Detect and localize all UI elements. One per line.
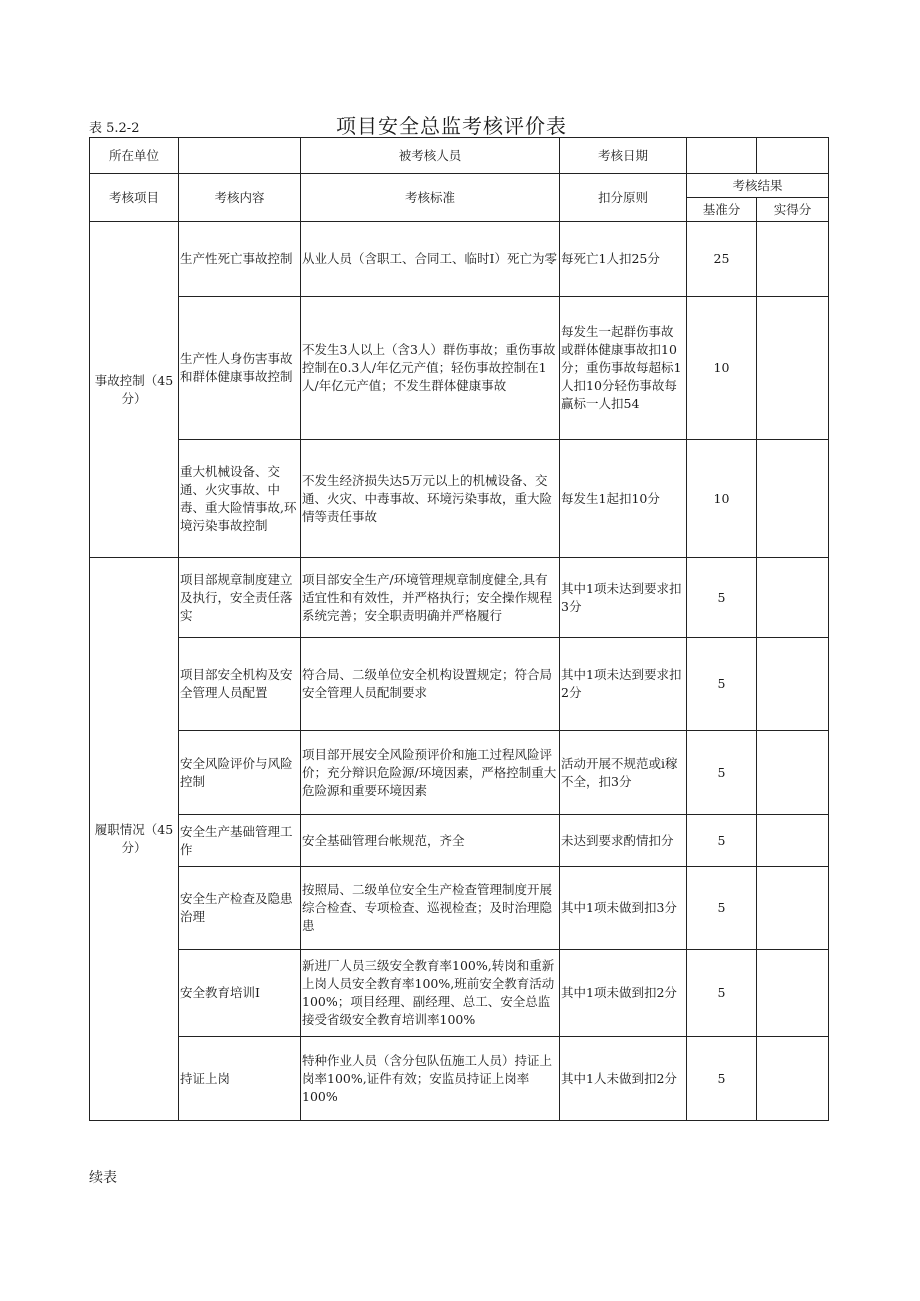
table-row [90, 815, 829, 867]
col-standard-header: 考核标准 [301, 174, 560, 222]
deduction-rule: 每发生1起扣10分 [560, 440, 687, 558]
col-content-header: 考核内容 [179, 174, 301, 222]
deduction-rule: 其中1人未做到扣2分 [560, 1037, 687, 1121]
base-score: 5 [687, 950, 757, 1037]
assessment-content: 项目部规章制度建立及执行，安全责任落实 [179, 558, 301, 638]
actual-score [757, 950, 829, 1037]
base-score: 5 [687, 731, 757, 815]
assessment-item: 履职情况（45分） [90, 558, 179, 1121]
assessment-standard: 安全基础管理台帐规范，齐全 [301, 815, 560, 867]
actual-score [757, 638, 829, 731]
base-score: 5 [687, 558, 757, 638]
assessment-content: 生产性人身伤害事故和群体健康事故控制 [179, 297, 301, 440]
col-rule-header: 扣分原则 [560, 174, 687, 222]
assessment-content: 安全生产检查及隐患治理 [179, 867, 301, 950]
table-row [90, 222, 829, 297]
deduction-rule: 其中1项未达到要求扣2分 [560, 638, 687, 731]
assessment-standard: 特种作业人员（含分包队伍施工人员）持证上岗率100%,证件有效；安监员持证上岗率100% [301, 1037, 560, 1121]
base-score: 10 [687, 297, 757, 440]
assessment-content: 安全教育培训I [179, 950, 301, 1037]
unit-label: 所在单位 [90, 138, 179, 174]
person-label: 被考核人员 [301, 138, 560, 174]
table-row [90, 950, 829, 1037]
base-score: 5 [687, 1037, 757, 1121]
table-row [90, 558, 829, 638]
col-base-header: 基准分 [687, 198, 757, 222]
col-item-header: 考核项目 [90, 174, 179, 222]
deduction-rule: 未达到要求酌情扣分 [560, 815, 687, 867]
table-row [90, 297, 829, 440]
table-row [90, 638, 829, 731]
table-label: 表 5.2-2 [89, 121, 140, 136]
actual-score [757, 222, 829, 297]
assessment-content: 重大机械设备、交通、火灾事故、中毒、重大险情事故,环境污染事故控制 [179, 440, 301, 558]
base-score: 25 [687, 222, 757, 297]
assessment-standard: 项目部开展安全风险预评价和施工过程风险评价；充分辩识危险源/环境因素，严格控制重大危险源和重要环境因素 [301, 731, 560, 815]
table-row [90, 867, 829, 950]
actual-score [757, 558, 829, 638]
col-actual-header: 实得分 [757, 198, 829, 222]
actual-score [757, 1037, 829, 1121]
assessment-standard: 项目部安全生产/环境管理规章制度健全,具有适宜性和有效性，并严格执行；安全操作规程系统完善；安全职责明确并严格履行 [301, 558, 560, 638]
deduction-rule: 其中1项未达到要求扣3分 [560, 558, 687, 638]
assessment-content: 持证上岗 [179, 1037, 301, 1121]
assessment-standard: 不发生经济损失达5万元以上的机械设备、交通、火灾、中毒事故、环境污染事故，重大险情等责任事故 [301, 440, 560, 558]
date-label: 考核日期 [560, 138, 687, 174]
actual-score [757, 297, 829, 440]
header-row-2 [90, 174, 829, 198]
assessment-standard: 新进厂人员三级安全教育率100%,转岗和重新上岗人员安全教育率100%,班前安全教育活动100%；项目经理、副经理、总工、安全总监接受省级安全教育培训率100% [301, 950, 560, 1037]
deduction-rule: 每发生一起群伤事故或群体健康事故扣10分；重伤事故每超标1人扣10分轻伤事故每赢标一人扣54 [560, 297, 687, 440]
actual-score [757, 815, 829, 867]
base-score: 5 [687, 638, 757, 731]
assessment-content: 生产性死亡事故控制 [179, 222, 301, 297]
assessment-standard: 按照局、二级单位安全生产检查管理制度开展综合检查、专项检查、巡视检查；及时治理隐患 [301, 867, 560, 950]
table-row [90, 440, 829, 558]
col-result-header: 考核结果 [687, 174, 829, 198]
actual-score [757, 867, 829, 950]
date-value [687, 138, 757, 174]
deduction-rule: 每死亡1人扣25分 [560, 222, 687, 297]
header-row-1 [90, 138, 829, 174]
assessment-content: 安全风险评价与风险控制 [179, 731, 301, 815]
extra-value [757, 138, 829, 174]
footer-note: 续表 [89, 1170, 117, 1186]
assessment-content: 项目部安全机构及安全管理人员配置 [179, 638, 301, 731]
evaluation-table [89, 137, 829, 1121]
base-score: 5 [687, 867, 757, 950]
base-score: 10 [687, 440, 757, 558]
unit-value [179, 138, 301, 174]
deduction-rule: 其中1项未做到扣3分 [560, 867, 687, 950]
page-title: 项目安全总监考核评价表 [336, 114, 567, 138]
actual-score [757, 440, 829, 558]
assessment-standard: 不发生3人以上（含3人）群伤事故；重伤事故控制在0.3人/年亿元产值；轻伤事故控制在1人/年亿元产值；不发生群体健康事故 [301, 297, 560, 440]
deduction-rule: 其中1项未做到扣2分 [560, 950, 687, 1037]
table-row [90, 1037, 829, 1121]
deduction-rule: 活动开展不规范或i稼不全，扣3分 [560, 731, 687, 815]
assessment-standard: 从业人员（含职工、合同工、临时I）死亡为零 [301, 222, 560, 297]
actual-score [757, 731, 829, 815]
table-row [90, 731, 829, 815]
base-score: 5 [687, 815, 757, 867]
assessment-standard: 符合局、二级单位安全机构设置规定；符合局安全管理人员配制要求 [301, 638, 560, 731]
assessment-content: 安全生产基础管理工作 [179, 815, 301, 867]
assessment-item: 事故控制（45分） [90, 222, 179, 558]
